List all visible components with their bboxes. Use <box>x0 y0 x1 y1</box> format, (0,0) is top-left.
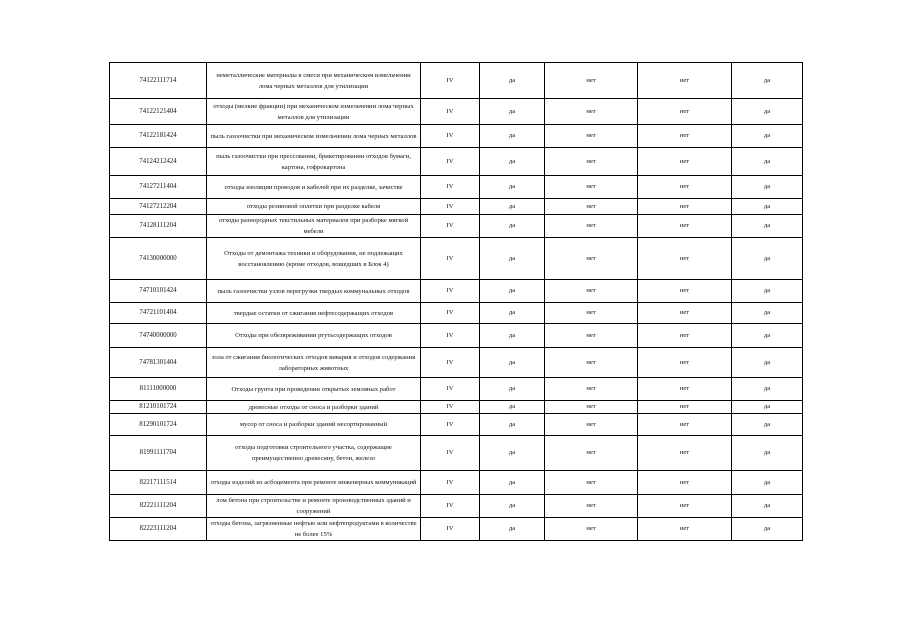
flag-cell-1: да <box>480 99 545 125</box>
hazard-class-cell: IV <box>421 414 480 436</box>
flag-cell-4: да <box>732 199 803 215</box>
flag-cell-2: нет <box>545 495 638 518</box>
waste-description-cell: Отходы от демонтажа техники и оборудования, не подлежащих восстановлению (кроме отходов, вошедших в Блок 4) <box>207 238 421 280</box>
hazard-class-cell: IV <box>421 401 480 414</box>
flag-cell-2: нет <box>545 99 638 125</box>
waste-code-cell: 74710101424 <box>110 280 207 303</box>
table-row <box>110 303 803 324</box>
hazard-class-cell: IV <box>421 176 480 199</box>
hazard-class-cell: IV <box>421 215 480 238</box>
flag-cell-4: да <box>732 215 803 238</box>
table-row <box>110 348 803 378</box>
flag-cell-3: нет <box>638 63 732 99</box>
waste-code-cell: 82223111204 <box>110 518 207 541</box>
flag-cell-2: нет <box>545 199 638 215</box>
waste-code-cell: 74122181424 <box>110 125 207 148</box>
flag-cell-2: нет <box>545 414 638 436</box>
flag-cell-1: да <box>480 436 545 471</box>
flag-cell-4: да <box>732 518 803 541</box>
waste-description-cell: Отходы при обезвреживании ртутьсодержащих отходов <box>207 324 421 348</box>
waste-description-cell: зола от сжигания биологических отходов вивария и отходов содержания лабораторных животных <box>207 348 421 378</box>
waste-description-cell: отходы изделий из асбоцемента при ремонте инженерных коммуникаций <box>207 471 421 495</box>
waste-description-cell: Отходы грунта при проведении открытых земляных работ <box>207 378 421 401</box>
flag-cell-1: да <box>480 280 545 303</box>
hazard-class-cell: IV <box>421 518 480 541</box>
waste-code-cell: 74122121404 <box>110 99 207 125</box>
waste-code-cell: 82217111514 <box>110 471 207 495</box>
flag-cell-3: нет <box>638 436 732 471</box>
flag-cell-4: да <box>732 176 803 199</box>
flag-cell-4: да <box>732 495 803 518</box>
hazard-class-cell: IV <box>421 199 480 215</box>
flag-cell-2: нет <box>545 348 638 378</box>
flag-cell-4: да <box>732 280 803 303</box>
waste-description-cell: пыль газоочистки при механическом измельчении лома черных металлов <box>207 125 421 148</box>
waste-code-cell: 74127211404 <box>110 176 207 199</box>
flag-cell-2: нет <box>545 148 638 176</box>
flag-cell-2: нет <box>545 401 638 414</box>
hazard-class-cell: IV <box>421 495 480 518</box>
flag-cell-2: нет <box>545 518 638 541</box>
table-row <box>110 401 803 414</box>
hazard-class-cell: IV <box>421 148 480 176</box>
waste-description-cell: пыль газоочистки при прессовании, брикетировании отходов бумаги, картона, гофрокартона <box>207 148 421 176</box>
flag-cell-1: да <box>480 238 545 280</box>
table-row <box>110 414 803 436</box>
flag-cell-3: нет <box>638 148 732 176</box>
flag-cell-2: нет <box>545 324 638 348</box>
flag-cell-2: нет <box>545 303 638 324</box>
flag-cell-3: нет <box>638 125 732 148</box>
table-row <box>110 518 803 541</box>
flag-cell-1: да <box>480 199 545 215</box>
flag-cell-1: да <box>480 63 545 99</box>
hazard-class-cell: IV <box>421 471 480 495</box>
waste-code-cell: 81991111704 <box>110 436 207 471</box>
flag-cell-4: да <box>732 63 803 99</box>
table-row <box>110 471 803 495</box>
table-row <box>110 125 803 148</box>
waste-description-cell: отходы (мелкие фракции) при механическом измельчении лома черных металлов для утилизации <box>207 99 421 125</box>
waste-description-cell: твердые остатки от сжигания нефтесодержащих отходов <box>207 303 421 324</box>
table-row <box>110 199 803 215</box>
table-row <box>110 63 803 99</box>
waste-code-cell: 81111000000 <box>110 378 207 401</box>
flag-cell-1: да <box>480 176 545 199</box>
flag-cell-4: да <box>732 303 803 324</box>
flag-cell-4: да <box>732 238 803 280</box>
waste-classification-table <box>109 62 803 541</box>
flag-cell-1: да <box>480 495 545 518</box>
waste-code-cell: 74128111204 <box>110 215 207 238</box>
waste-description-cell: отходы разнородных текстильных материалов при разборке мягкой мебели <box>207 215 421 238</box>
flag-cell-4: да <box>732 125 803 148</box>
waste-description-cell: древесные отходы от сноса и разборки зданий <box>207 401 421 414</box>
flag-cell-4: да <box>732 148 803 176</box>
waste-description-cell: лом бетона при строительстве и ремонте производственных зданий и сооружений <box>207 495 421 518</box>
waste-description-cell: отходы подготовки строительного участка, содержащие преимущественно древесину, бетон, железо <box>207 436 421 471</box>
flag-cell-4: да <box>732 401 803 414</box>
flag-cell-3: нет <box>638 378 732 401</box>
flag-cell-1: да <box>480 125 545 148</box>
flag-cell-4: да <box>732 414 803 436</box>
flag-cell-1: да <box>480 414 545 436</box>
flag-cell-3: нет <box>638 471 732 495</box>
flag-cell-2: нет <box>545 176 638 199</box>
flag-cell-2: нет <box>545 280 638 303</box>
waste-description-cell: отходы бетона, загрязненные нефтью или нефтепродуктами в количестве не более 15% <box>207 518 421 541</box>
table-row <box>110 99 803 125</box>
flag-cell-2: нет <box>545 215 638 238</box>
flag-cell-1: да <box>480 378 545 401</box>
hazard-class-cell: IV <box>421 303 480 324</box>
flag-cell-4: да <box>732 348 803 378</box>
waste-code-cell: 74740000000 <box>110 324 207 348</box>
hazard-class-cell: IV <box>421 280 480 303</box>
waste-description-cell: пыль газоочистки узлов перегрузки твердых коммунальных отходов <box>207 280 421 303</box>
waste-code-cell: 82221111204 <box>110 495 207 518</box>
hazard-class-cell: IV <box>421 63 480 99</box>
table-row <box>110 378 803 401</box>
table-row <box>110 324 803 348</box>
flag-cell-2: нет <box>545 63 638 99</box>
hazard-class-cell: IV <box>421 436 480 471</box>
flag-cell-3: нет <box>638 215 732 238</box>
hazard-class-cell: IV <box>421 238 480 280</box>
flag-cell-1: да <box>480 471 545 495</box>
flag-cell-3: нет <box>638 414 732 436</box>
flag-cell-3: нет <box>638 280 732 303</box>
table-row <box>110 436 803 471</box>
hazard-class-cell: IV <box>421 348 480 378</box>
waste-code-cell: 81290101724 <box>110 414 207 436</box>
flag-cell-2: нет <box>545 471 638 495</box>
flag-cell-3: нет <box>638 401 732 414</box>
flag-cell-2: нет <box>545 378 638 401</box>
waste-code-cell: 74781301404 <box>110 348 207 378</box>
flag-cell-4: да <box>732 378 803 401</box>
waste-code-cell: 74130000000 <box>110 238 207 280</box>
flag-cell-1: да <box>480 348 545 378</box>
table-row <box>110 238 803 280</box>
waste-description-cell: неметаллические материалы в смеси при механическом измельчении лома черных металлов для утилизации <box>207 63 421 99</box>
flag-cell-4: да <box>732 471 803 495</box>
flag-cell-1: да <box>480 303 545 324</box>
waste-description-cell: отходы резиновой оплетки при разделке кабеля <box>207 199 421 215</box>
hazard-class-cell: IV <box>421 125 480 148</box>
flag-cell-1: да <box>480 518 545 541</box>
flag-cell-3: нет <box>638 238 732 280</box>
hazard-class-cell: IV <box>421 378 480 401</box>
flag-cell-3: нет <box>638 518 732 541</box>
flag-cell-2: нет <box>545 238 638 280</box>
flag-cell-3: нет <box>638 324 732 348</box>
flag-cell-1: да <box>480 148 545 176</box>
table-row <box>110 176 803 199</box>
table-row <box>110 495 803 518</box>
waste-description-cell: мусор от сноса и разборки зданий несортированный <box>207 414 421 436</box>
waste-code-cell: 74122111714 <box>110 63 207 99</box>
table-row <box>110 148 803 176</box>
flag-cell-3: нет <box>638 303 732 324</box>
table-row <box>110 215 803 238</box>
table-row <box>110 280 803 303</box>
flag-cell-3: нет <box>638 199 732 215</box>
flag-cell-4: да <box>732 324 803 348</box>
flag-cell-4: да <box>732 436 803 471</box>
waste-description-cell: отходы изоляции проводов и кабелей при их разделке, зачистке <box>207 176 421 199</box>
flag-cell-1: да <box>480 401 545 414</box>
flag-cell-2: нет <box>545 436 638 471</box>
flag-cell-2: нет <box>545 125 638 148</box>
table-body <box>110 63 803 541</box>
flag-cell-3: нет <box>638 495 732 518</box>
flag-cell-4: да <box>732 99 803 125</box>
waste-code-cell: 74124212424 <box>110 148 207 176</box>
waste-code-cell: 74721101404 <box>110 303 207 324</box>
flag-cell-1: да <box>480 324 545 348</box>
flag-cell-3: нет <box>638 348 732 378</box>
flag-cell-3: нет <box>638 99 732 125</box>
waste-code-cell: 81210101724 <box>110 401 207 414</box>
flag-cell-3: нет <box>638 176 732 199</box>
hazard-class-cell: IV <box>421 324 480 348</box>
waste-code-cell: 74127212204 <box>110 199 207 215</box>
hazard-class-cell: IV <box>421 99 480 125</box>
flag-cell-1: да <box>480 215 545 238</box>
